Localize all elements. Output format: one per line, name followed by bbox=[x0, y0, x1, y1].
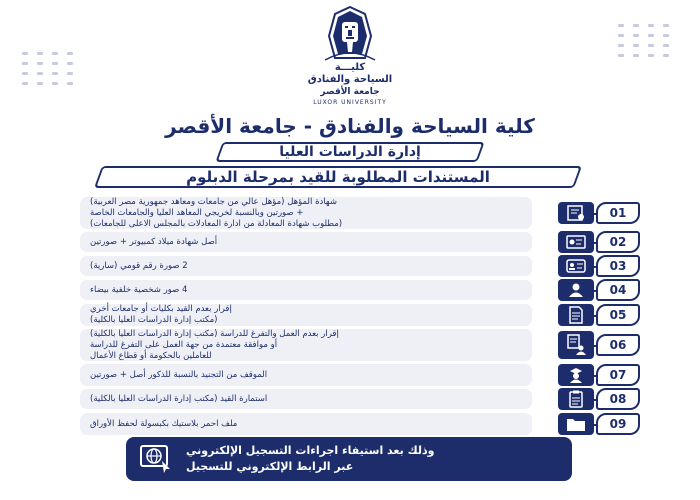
documents-heading-banner bbox=[88, 165, 588, 189]
logo-university-name-en: LUXOR UNIVERSITY bbox=[313, 99, 387, 106]
item-number: 08 bbox=[596, 388, 640, 410]
item-text bbox=[90, 230, 522, 254]
employee-document-icon bbox=[558, 331, 594, 359]
id-card-icon bbox=[558, 255, 594, 277]
item-line: أصل شهادة ميلاد كمبيوتر + صورتين bbox=[90, 236, 218, 247]
folder-icon bbox=[558, 413, 594, 435]
item-text bbox=[90, 302, 522, 328]
list-item bbox=[80, 195, 640, 231]
department-label: إدارة الدراسات العليا bbox=[279, 144, 421, 160]
list-item bbox=[80, 362, 640, 388]
item-line: الموقف من التجنيد بالنسبة للذكور أصل + صورتين bbox=[90, 369, 268, 380]
footer-line-2: عبر الرابط الإلكتروني للتسجيل bbox=[186, 460, 354, 473]
item-line: أو موافقة معتمدة من جهة العمل على التفرغ للدراسة bbox=[90, 339, 278, 350]
item-number: 09 bbox=[596, 413, 640, 435]
item-line: (مطلوب شهادة المعادلة من ادارة المعادلات بالمجلس الاعلى للجامعات) bbox=[90, 218, 343, 229]
item-number: 01 bbox=[596, 202, 640, 224]
footer-text bbox=[186, 437, 558, 481]
item-line: ملف احمر بلاستيك بكبسولة لحفظ الأوراق bbox=[90, 418, 238, 429]
list-item bbox=[80, 387, 640, 411]
item-line: إقرار بعدم القيد بكليات أو جامعات أخري bbox=[90, 304, 232, 314]
item-text bbox=[90, 411, 522, 437]
item-text bbox=[90, 195, 522, 231]
item-line: إقرار بعدم العمل والتفرغ للدراسة (مكتب إدارة الدراسات العليا بالكلية) bbox=[90, 328, 339, 339]
document-icon bbox=[558, 304, 594, 326]
pharaoh-logo-icon bbox=[315, 4, 385, 62]
list-item bbox=[80, 254, 640, 278]
person-photo-icon bbox=[558, 279, 594, 301]
page-title: كلية السياحة والفنادق - جامعة الأقصر bbox=[165, 114, 535, 138]
item-number: 05 bbox=[596, 304, 640, 326]
item-text bbox=[90, 278, 522, 302]
item-number: 06 bbox=[596, 334, 640, 356]
item-number: 03 bbox=[596, 255, 640, 277]
item-number: 04 bbox=[596, 279, 640, 301]
item-line: (مكتب إدارة الدراسات العليا بالكلية) bbox=[90, 315, 218, 325]
registration-footer bbox=[126, 437, 572, 481]
department-banner bbox=[205, 140, 495, 164]
faculty-logo bbox=[0, 4, 700, 106]
item-line: استمارة القيد (مكتب إدارة الدراسات العليا بالكلية) bbox=[90, 393, 268, 404]
item-number: 07 bbox=[596, 364, 640, 386]
item-line: + صورتين وبالنسبة لخريجي المعاهد العليا والجامعات الخاصة bbox=[90, 207, 304, 218]
list-item bbox=[80, 411, 640, 437]
item-line: 2 صورة رقم قومي (سارية) bbox=[90, 260, 188, 271]
item-text bbox=[90, 387, 522, 411]
certificate-icon bbox=[558, 202, 594, 224]
list-item bbox=[80, 230, 640, 254]
globe-click-icon bbox=[140, 443, 172, 475]
military-service-icon bbox=[558, 364, 594, 386]
item-text bbox=[90, 254, 522, 278]
list-item bbox=[80, 302, 640, 328]
logo-college-word: كليـــة bbox=[334, 62, 366, 73]
item-line: 4 صور شخصية خلفية بيضاء bbox=[90, 284, 188, 295]
item-line: للعاملين بالحكومة أو قطاع الأعمال bbox=[90, 350, 212, 361]
application-form-icon bbox=[558, 388, 594, 410]
item-line: شهادة المؤهل (مؤهل عالي من جامعات ومعاهد جمهورية مصر العربية) bbox=[90, 196, 337, 207]
birth-certificate-icon bbox=[558, 231, 594, 253]
footer-line-1: وذلك بعد استيفاء اجراءات التسجيل الإلكتروني bbox=[186, 444, 435, 457]
documents-heading: المستندات المطلوبة للقيد بمرحلة الدبلوم bbox=[186, 168, 490, 186]
list-item bbox=[80, 327, 640, 363]
item-text bbox=[90, 327, 522, 363]
item-number: 02 bbox=[596, 231, 640, 253]
item-text bbox=[90, 362, 522, 388]
list-item bbox=[80, 278, 640, 302]
logo-faculty-name: السياحة والفنادق bbox=[307, 74, 393, 85]
logo-university-name-ar: جامعة الأقصر bbox=[320, 87, 380, 97]
